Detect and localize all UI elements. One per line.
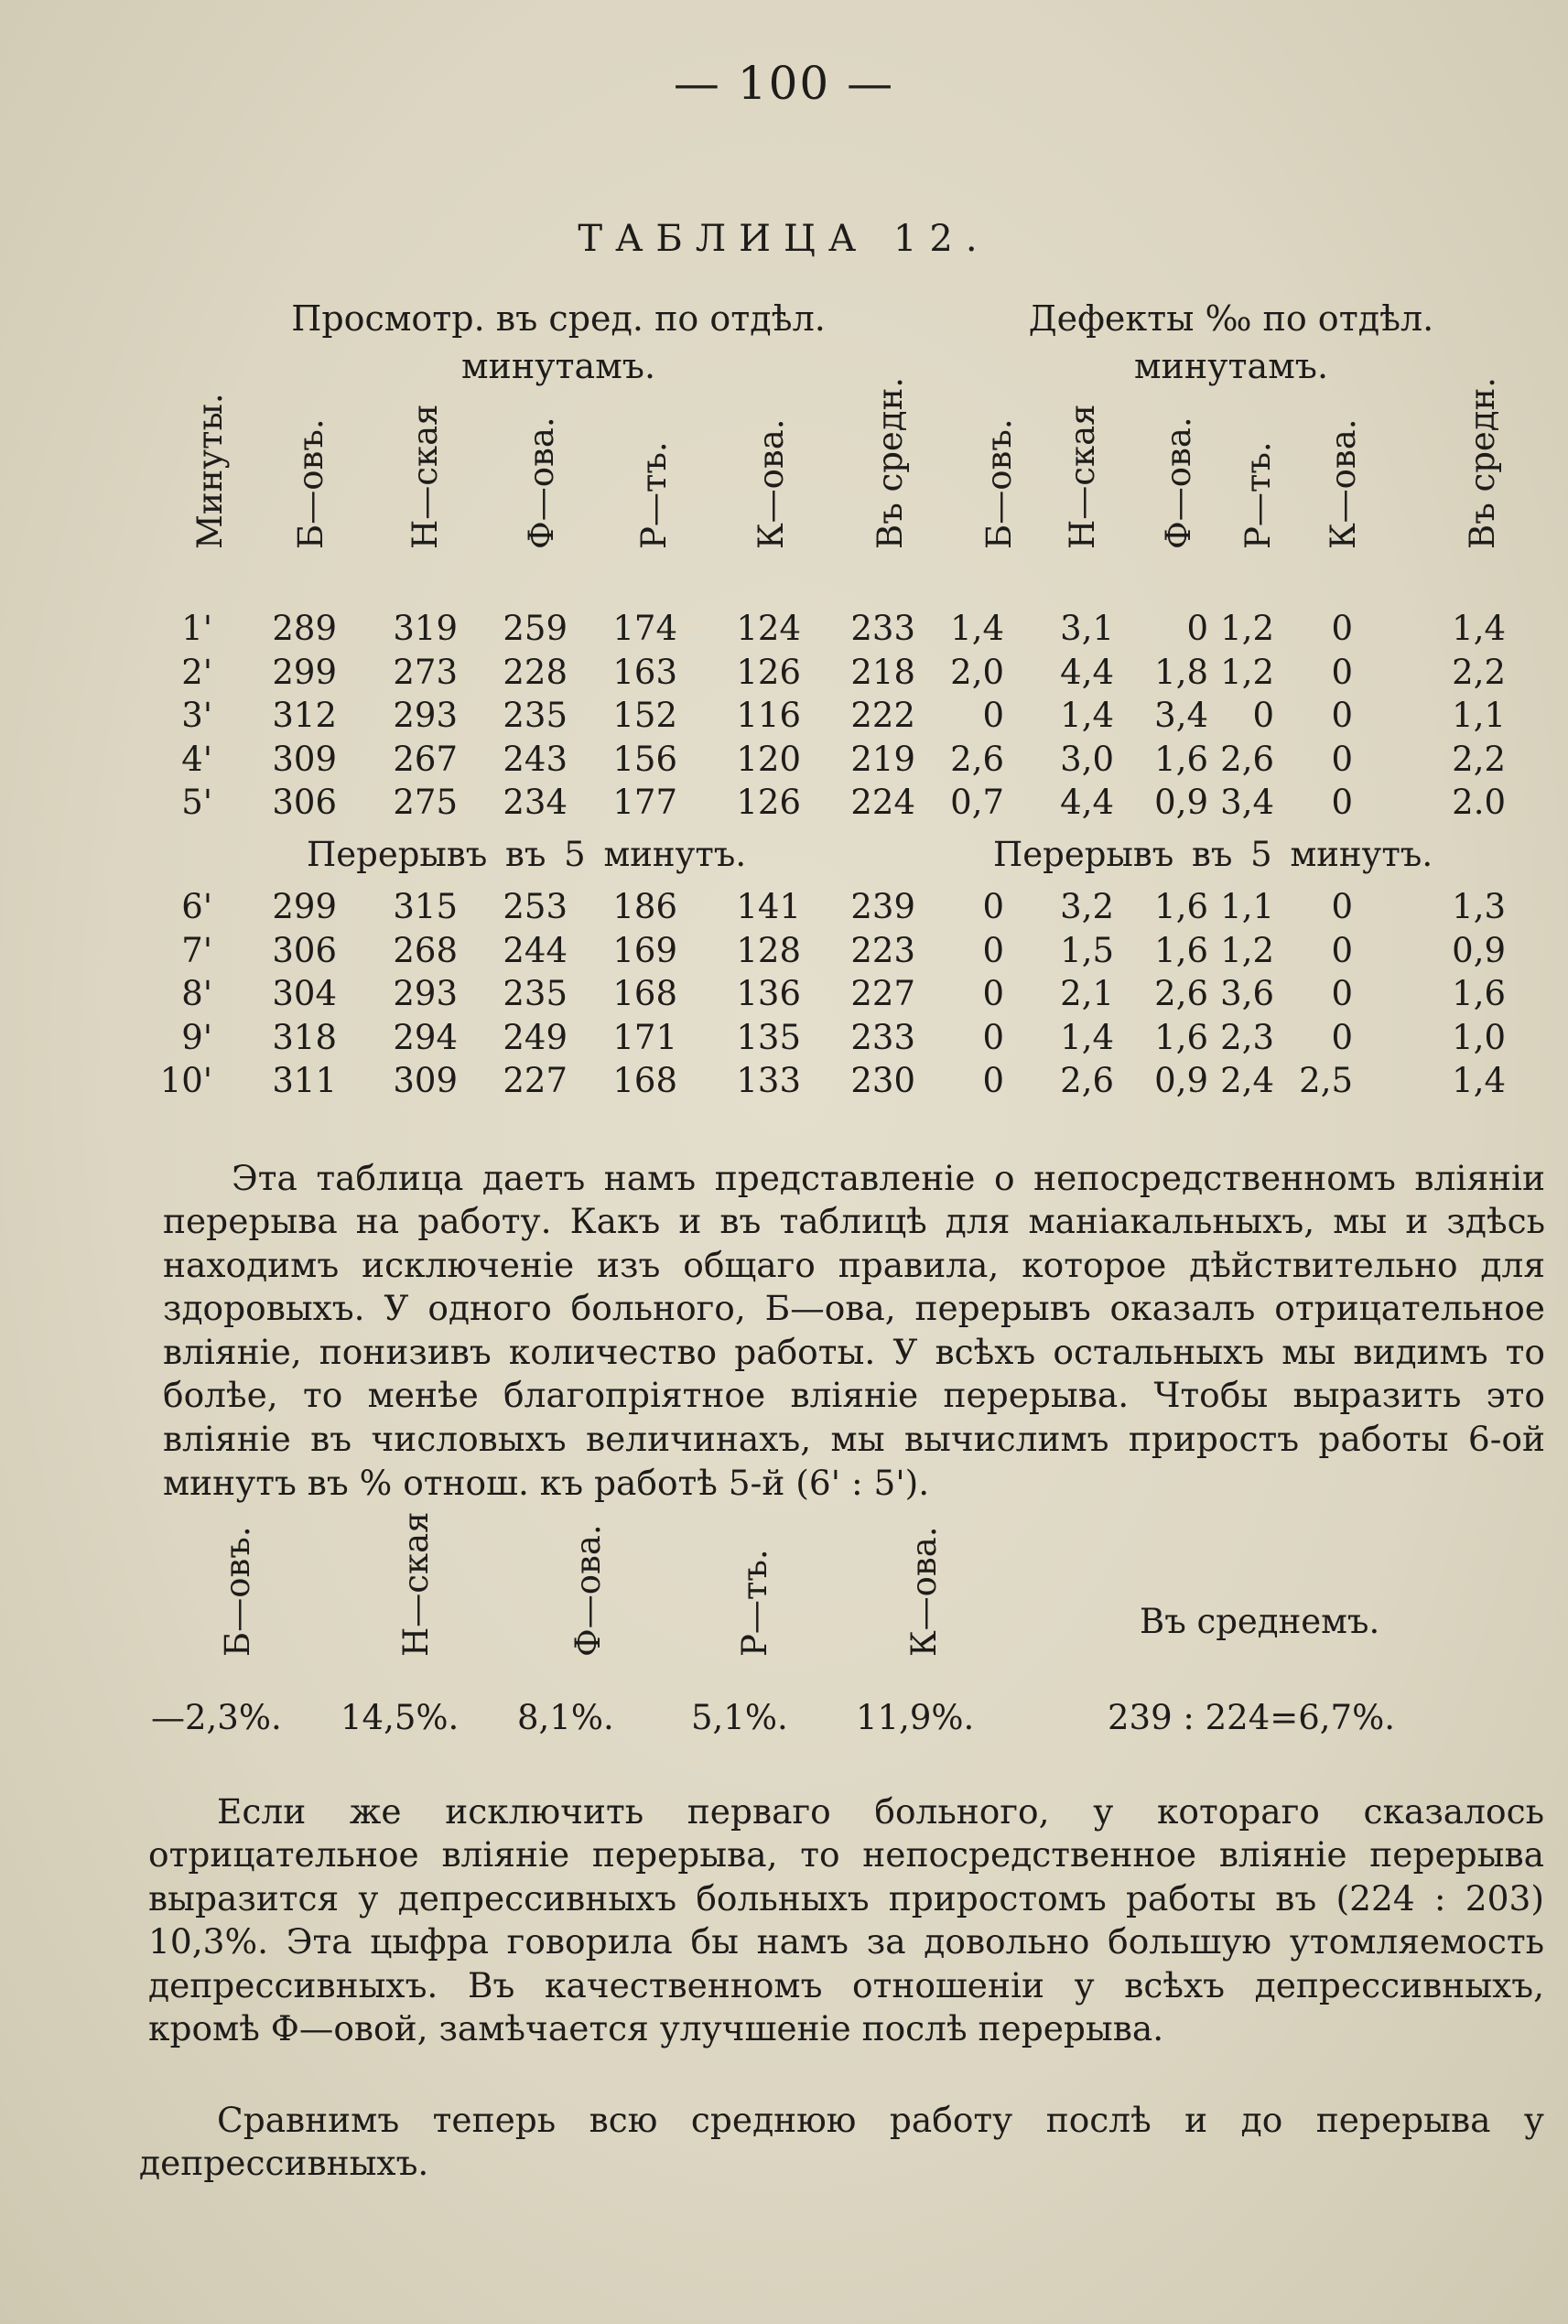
cell-defect-bov: 0 <box>982 1061 1004 1100</box>
cell-nskaya: 267 <box>393 739 458 779</box>
cell-average: 223 <box>850 930 915 970</box>
cell-nskaya: 319 <box>393 609 458 648</box>
cell-minute: 8' <box>181 974 212 1013</box>
cell-fova: 234 <box>503 783 568 822</box>
cell-bov: 309 <box>272 739 337 779</box>
cell-kova: 136 <box>736 974 801 1013</box>
cell-defect-rt: 1,2 <box>1220 930 1274 970</box>
cell-minute: 1' <box>181 609 212 648</box>
cell-defect-fova: 1,6 <box>1154 739 1208 779</box>
cell-nskaya: 273 <box>393 652 458 692</box>
cell-nskaya: 268 <box>393 930 458 970</box>
cell-fova: 249 <box>503 1017 568 1057</box>
cell-fova: 243 <box>503 739 568 779</box>
cell-defect-kova: 0 <box>1331 974 1353 1013</box>
increase-header-bov: Б—овъ. <box>218 1526 257 1657</box>
cell-defect-average: 1,0 <box>1452 1017 1506 1057</box>
cell-defect-rt: 2,3 <box>1220 1017 1274 1057</box>
cell-defect-nskaya: 1,5 <box>1060 930 1114 970</box>
cell-fova: 253 <box>503 887 568 926</box>
cell-kova: 126 <box>736 652 801 692</box>
cell-minute: 5' <box>181 783 212 822</box>
cell-kova: 124 <box>736 609 801 648</box>
cell-defect-average: 1,1 <box>1452 696 1506 735</box>
cell-bov: 312 <box>272 696 337 735</box>
cell-bov: 318 <box>272 1017 337 1057</box>
cell-average: 222 <box>850 696 915 735</box>
cell-defect-fova: 3,4 <box>1154 696 1208 735</box>
cell-defect-nskaya: 2,1 <box>1060 974 1114 1013</box>
increase-value-kova: 11,9%. <box>856 1698 975 1737</box>
column-header-average: Въ средн. <box>871 377 910 549</box>
cell-rt: 171 <box>612 1017 677 1057</box>
cell-average: 227 <box>850 974 915 1013</box>
table-row <box>0 695 1568 737</box>
column-header-fova: Ф—ова. <box>522 416 561 549</box>
table-row <box>0 973 1568 1015</box>
average-value: 239 : 224=6,7%. <box>1108 1698 1395 1737</box>
cell-nskaya: 294 <box>393 1017 458 1057</box>
cell-rt: 168 <box>612 974 677 1013</box>
cell-rt: 152 <box>612 696 677 735</box>
increase-header-kova: К—ова. <box>904 1526 944 1657</box>
cell-defect-nskaya: 4,4 <box>1060 783 1114 822</box>
cell-fova: 235 <box>503 974 568 1013</box>
cell-fova: 228 <box>503 652 568 692</box>
cell-defect-average: 1,4 <box>1452 609 1506 648</box>
cell-fova: 244 <box>503 930 568 970</box>
cell-average: 233 <box>850 1017 915 1057</box>
cell-minute: 2' <box>181 652 212 692</box>
cell-defect-kova: 0 <box>1331 1017 1353 1057</box>
column-header-defect-nskaya: Н—ская <box>1063 404 1102 549</box>
cell-bov: 299 <box>272 652 337 692</box>
cell-nskaya: 293 <box>393 696 458 735</box>
cell-kova: 135 <box>736 1017 801 1057</box>
cell-defect-fova: 0,9 <box>1154 1061 1208 1100</box>
paragraph-2: Если же исключить перваго больного, у котораго сказалось отрицательное вліяніе перерыва, то непосредственное вліяніе перерыва выразится у депрессивныхъ больныхъ приростомъ работы въ (224 : 203) 10,3%. Эта цыфра говорила бы намъ за довольно большую утомляемость депрессивныхъ. Въ качественномъ отношеніи у всѣхъ депрессивныхъ, кромѣ Ф—овой, замѣчается улучшеніе послѣ перерыва. <box>148 1790 1544 2049</box>
cell-defect-rt: 1,1 <box>1220 887 1274 926</box>
cell-defect-nskaya: 3,2 <box>1060 887 1114 926</box>
cell-bov: 306 <box>272 783 337 822</box>
cell-defect-average: 0,9 <box>1452 930 1506 970</box>
pause-label-right: Перерывъ въ 5 минутъ. <box>993 835 1433 874</box>
cell-defect-bov: 0 <box>982 974 1004 1013</box>
column-header-defect-rt: Р—тъ. <box>1238 441 1278 549</box>
cell-average: 230 <box>850 1061 915 1100</box>
increase-value-bov: —2,3%. <box>151 1698 282 1737</box>
page-number: — 100 — <box>673 57 895 110</box>
cell-defect-average: 1,3 <box>1452 887 1506 926</box>
cell-defect-fova: 1,6 <box>1154 887 1208 926</box>
cell-defect-rt: 1,2 <box>1220 652 1274 692</box>
cell-nskaya: 315 <box>393 887 458 926</box>
table-row <box>0 1060 1568 1102</box>
table-row <box>0 1017 1568 1059</box>
column-header-defect-fova: Ф—ова. <box>1159 416 1198 549</box>
cell-average: 233 <box>850 609 915 648</box>
cell-defect-rt: 2,4 <box>1220 1061 1274 1100</box>
cell-defect-rt: 1,2 <box>1220 609 1274 648</box>
cell-rt: 163 <box>612 652 677 692</box>
cell-defect-kova: 0 <box>1331 696 1353 735</box>
cell-minute: 3' <box>181 696 212 735</box>
cell-minute: 6' <box>181 887 212 926</box>
cell-fova: 235 <box>503 696 568 735</box>
increase-value-fova: 8,1%. <box>517 1698 614 1737</box>
column-header-defect-bov: Б—овъ. <box>979 418 1019 549</box>
cell-defect-nskaya: 2,6 <box>1060 1061 1114 1100</box>
increase-value-rt: 5,1%. <box>691 1698 788 1737</box>
cell-bov: 304 <box>272 974 337 1013</box>
cell-defect-kova: 0 <box>1331 887 1353 926</box>
cell-defect-fova: 0,9 <box>1154 783 1208 822</box>
cell-defect-nskaya: 1,4 <box>1060 1017 1114 1057</box>
cell-fova: 227 <box>503 1061 568 1100</box>
table-title: ТАБЛИЦА 12. <box>578 218 990 260</box>
cell-bov: 299 <box>272 887 337 926</box>
cell-defect-nskaya: 1,4 <box>1060 696 1114 735</box>
cell-defect-average: 2,2 <box>1452 652 1506 692</box>
pause-label-left: Перерывъ въ 5 минутъ. <box>307 835 747 874</box>
cell-defect-bov: 1,4 <box>950 609 1004 648</box>
cell-defect-bov: 2,0 <box>950 652 1004 692</box>
cell-kova: 141 <box>736 887 801 926</box>
cell-nskaya: 275 <box>393 783 458 822</box>
cell-defect-nskaya: 3,1 <box>1060 609 1114 648</box>
cell-defect-bov: 2,6 <box>950 739 1004 779</box>
table-row <box>0 782 1568 824</box>
cell-defect-kova: 0 <box>1331 930 1353 970</box>
paragraph-3: Сравнимъ теперь всю среднюю работу послѣ и до перерыва у депрессивныхъ. <box>139 2099 1544 2184</box>
table-row <box>0 739 1568 781</box>
increase-value-nskaya: 14,5%. <box>341 1698 460 1737</box>
table-row <box>0 930 1568 972</box>
cell-defect-bov: 0 <box>982 930 1004 970</box>
cell-defect-kova: 2,5 <box>1299 1061 1353 1100</box>
cell-defect-nskaya: 3,0 <box>1060 739 1114 779</box>
increase-header-nskaya: Н—ская <box>396 1511 436 1657</box>
cell-defect-rt: 0 <box>1252 696 1274 735</box>
increase-header-fova: Ф—ова. <box>568 1524 608 1657</box>
paragraph-1: Эта таблица даетъ намъ представленіе о непосредственномъ вліяніи перерыва на работу. Какъ и въ таблицѣ для маніакальныхъ, мы и здѣсь находимъ исключеніе изъ общаго правила, которое дѣйствительно для здоровыхъ. У одного больного, Б—ова, перерывъ оказалъ отрицательное вліяніе, понизивъ количество работы. У всѣхъ остальныхъ мы видимъ то болѣе, то менѣе благопріятное вліяніе перерыва. Чтобы выразить это вліяніе въ числовыхъ величинахъ, мы вычислимъ приростъ работы 6-ой минутъ въ % отнош. къ работѣ 5-й (6' : 5'). <box>163 1157 1545 1503</box>
cell-defect-fova: 1,6 <box>1154 930 1208 970</box>
cell-defect-bov: 0 <box>982 887 1004 926</box>
cell-defect-fova: 1,6 <box>1154 1017 1208 1057</box>
table-row <box>0 608 1568 650</box>
right-group-header: Дефекты ‰ по отдѣл. минутамъ. <box>1028 298 1434 386</box>
left-group-header: Просмотр. въ сред. по отдѣл. минутамъ. <box>291 298 826 386</box>
cell-defect-bov: 0,7 <box>950 783 1004 822</box>
cell-average: 219 <box>850 739 915 779</box>
cell-rt: 174 <box>612 609 677 648</box>
average-label: Въ среднемъ. <box>1140 1602 1380 1641</box>
cell-rt: 168 <box>612 1061 677 1100</box>
cell-bov: 306 <box>272 930 337 970</box>
cell-defect-bov: 0 <box>982 1017 1004 1057</box>
cell-defect-average: 2.0 <box>1452 783 1506 822</box>
column-header-rt: Р—тъ. <box>634 441 674 549</box>
column-header-defect-kova: К—ова. <box>1324 418 1363 549</box>
cell-nskaya: 293 <box>393 974 458 1013</box>
cell-defect-fova: 1,8 <box>1154 652 1208 692</box>
cell-defect-fova: 0 <box>1186 609 1208 648</box>
cell-rt: 186 <box>612 887 677 926</box>
cell-defect-kova: 0 <box>1331 652 1353 692</box>
column-header-bov: Б—овъ. <box>291 418 330 549</box>
cell-defect-average: 2,2 <box>1452 739 1506 779</box>
cell-defect-kova: 0 <box>1331 783 1353 822</box>
cell-minute: 10' <box>159 1061 212 1100</box>
cell-kova: 133 <box>736 1061 801 1100</box>
cell-minute: 7' <box>181 930 212 970</box>
cell-bov: 289 <box>272 609 337 648</box>
cell-average: 224 <box>850 783 915 822</box>
table-row <box>0 652 1568 694</box>
table-row <box>0 886 1568 928</box>
cell-average: 218 <box>850 652 915 692</box>
cell-kova: 128 <box>736 930 801 970</box>
cell-defect-bov: 0 <box>982 696 1004 735</box>
increase-header-rt: Р—тъ. <box>735 1549 774 1657</box>
cell-minute: 9' <box>181 1017 212 1057</box>
cell-defect-rt: 3,6 <box>1220 974 1274 1013</box>
cell-defect-average: 1,4 <box>1452 1061 1506 1100</box>
column-header-defect-average: Въ средн. <box>1463 377 1502 549</box>
cell-rt: 156 <box>612 739 677 779</box>
cell-defect-average: 1,6 <box>1452 974 1506 1013</box>
column-header-kova: К—ова. <box>752 418 791 549</box>
cell-defect-fova: 2,6 <box>1154 974 1208 1013</box>
cell-kova: 126 <box>736 783 801 822</box>
cell-defect-nskaya: 4,4 <box>1060 652 1114 692</box>
cell-minute: 4' <box>181 739 212 779</box>
cell-defect-kova: 0 <box>1331 739 1353 779</box>
column-header-minutes: Минуты. <box>190 393 230 549</box>
cell-rt: 177 <box>612 783 677 822</box>
cell-defect-kova: 0 <box>1331 609 1353 648</box>
column-header-nskaya: Н—ская <box>406 404 445 549</box>
cell-average: 239 <box>850 887 915 926</box>
cell-nskaya: 309 <box>393 1061 458 1100</box>
cell-fova: 259 <box>503 609 568 648</box>
cell-kova: 116 <box>736 696 801 735</box>
cell-kova: 120 <box>736 739 801 779</box>
cell-rt: 169 <box>612 930 677 970</box>
cell-bov: 311 <box>272 1061 337 1100</box>
cell-defect-rt: 3,4 <box>1220 783 1274 822</box>
cell-defect-rt: 2,6 <box>1220 739 1274 779</box>
